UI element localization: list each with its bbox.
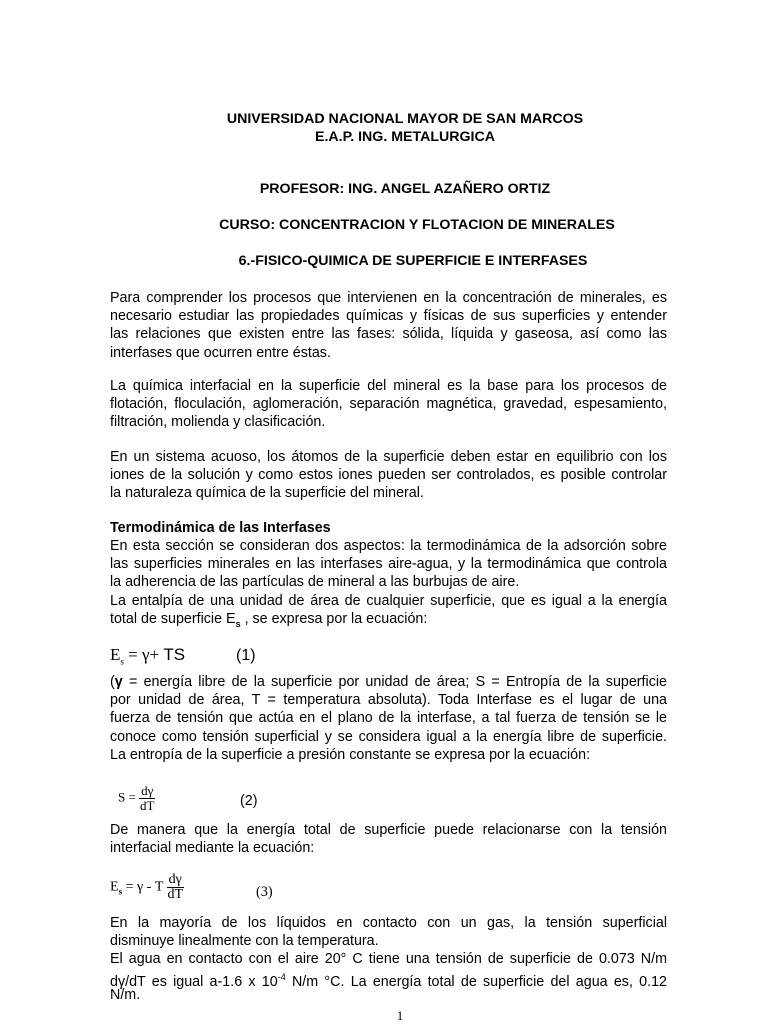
text-line bbox=[110, 673, 667, 691]
text-line: En un sistema acuoso, los átomos de la superficie deben estar en equilibrio con los bbox=[110, 449, 667, 465]
eq-numerator: dγ bbox=[168, 872, 182, 887]
text-line: flotación, floculación, aglomeración, separación magnética, gravedad, espesamiento, bbox=[110, 396, 667, 413]
text-line: interfases que ocurren entre éstas. bbox=[110, 344, 331, 361]
text-line: la adherencia de las partículas de mineral a las burbujas de aire. bbox=[110, 574, 520, 591]
text-line: En esta sección se consideran dos aspectos: la termodinámica de la adsorción sobre bbox=[110, 538, 667, 554]
eq-fraction bbox=[139, 784, 155, 813]
paragraph-total-energy bbox=[110, 821, 667, 857]
section-heading-thermodynamics: Termodinámica de las Interfases bbox=[110, 520, 331, 536]
paragraph-liquids bbox=[110, 914, 667, 950]
paragraph-aqueous-system bbox=[110, 448, 667, 503]
eq-symbol-s: S = bbox=[118, 789, 136, 805]
gamma-symbol: γ bbox=[114, 674, 123, 690]
text-line: disminuye linealmente con la temperatura. bbox=[110, 933, 379, 950]
page-number: 1 bbox=[396, 1008, 404, 1023]
equation-3 bbox=[110, 873, 184, 902]
text-line: conoce como tensión superficial y se considera igual a la energía libre de superficie. bbox=[110, 728, 667, 745]
professor-line: PROFESOR: ING. ANGEL AZAÑERO ORTIZ bbox=[259, 181, 551, 197]
school-title: E.A.P. ING. METALURGICA bbox=[315, 129, 495, 145]
text-line: filtración, molienda y clasificación. bbox=[110, 414, 326, 431]
equation-3-number: (3) bbox=[256, 884, 273, 900]
superscript-exponent: -4 bbox=[277, 972, 286, 983]
text-line: N/m. bbox=[110, 987, 141, 1004]
eq-denominator: dT bbox=[167, 887, 183, 902]
paragraph-interfacial-chemistry bbox=[110, 377, 667, 432]
text-line: fuerza de tensión que actúa en el plano de la interfase, a tal fuerza de tensión se le bbox=[110, 710, 667, 727]
equation-1 bbox=[110, 645, 185, 666]
equation-1-number: (1) bbox=[236, 647, 256, 664]
eq-gamma: = γ+ bbox=[123, 645, 164, 664]
section-title: 6.-FISICO-QUIMICA DE SUPERFICIE E INTERFASES bbox=[238, 253, 588, 269]
eq-denominator: dT bbox=[139, 798, 155, 813]
text-line: El agua en contacto con el aire 20° C tiene una tensión de superficie de 0.073 N/m bbox=[110, 951, 667, 967]
equation-2 bbox=[118, 784, 155, 813]
text-fragment: ( bbox=[110, 674, 115, 690]
text-line: De manera que la energía total de superficie puede relacionarse con la tensión bbox=[110, 822, 667, 838]
text-line: por unidad de área, T = temperatura absoluta). Toda Interfase es el lugar de una bbox=[110, 692, 667, 709]
text-line: las relaciones que existen entre las fases: sólida, líquida y gaseosa, así como las bbox=[110, 326, 667, 343]
text-fragment: = energía libre de la superficie por unidad de área; S = Entropía de la superficie bbox=[122, 674, 667, 690]
eq-ts: TS bbox=[163, 645, 186, 664]
text-line: la naturaleza química de la superficie del mineral. bbox=[110, 485, 424, 502]
text-fragment: , se expresa por la ecuación: bbox=[240, 610, 428, 627]
text-line: necesario estudiar las propiedades químicas y físicas de sus superficies y entender bbox=[110, 308, 667, 325]
eq-subscript: s bbox=[120, 656, 124, 667]
text-line: interfacial mediante la ecuación: bbox=[110, 840, 315, 857]
paragraph-definitions bbox=[110, 673, 667, 764]
paragraph-water-example bbox=[110, 950, 667, 1005]
text-line: La química interfacial en la superficie del mineral es la base para los procesos de bbox=[110, 378, 667, 394]
subscript-s: s bbox=[235, 618, 241, 629]
text-line: iones de la solución y como estos iones pueden ser controlados, es posible controlar bbox=[110, 467, 667, 484]
text-line: La entropía de la superficie a presión constante se expresa por la ecuación: bbox=[110, 746, 591, 763]
eq-fraction bbox=[167, 873, 184, 902]
eq-symbol-e: E bbox=[110, 645, 121, 664]
text-fragment: total de superficie E bbox=[110, 610, 236, 627]
eq-numerator: dγ bbox=[141, 783, 154, 798]
course-line: CURSO: CONCENTRACION Y FLOTACION DE MINERALES bbox=[219, 217, 615, 233]
text-line bbox=[110, 610, 667, 628]
equation-2-number: (2) bbox=[240, 793, 258, 809]
eq-symbol-e: E bbox=[110, 879, 119, 895]
text-fragment: dγ/dT es igual a-1.6 x 10 bbox=[110, 973, 278, 990]
paragraph-thermodynamics bbox=[110, 537, 667, 628]
text-line: las superficies minerales en las interfases aire-agua, y la termodinámica que controla bbox=[110, 556, 667, 573]
text-fragment: N/m °C. La energía total de superficie del agua es, 0.12 bbox=[285, 973, 667, 990]
university-title: UNIVERSIDAD NACIONAL MAYOR DE SAN MARCOS bbox=[226, 111, 584, 127]
paragraph-intro bbox=[110, 289, 667, 362]
text-line bbox=[110, 968, 667, 990]
eq-gamma-t: = γ - T bbox=[122, 879, 164, 895]
text-line: En la mayoría de los líquidos en contacto con un gas, la tensión superficial bbox=[110, 915, 667, 931]
eq-subscript: s bbox=[118, 886, 123, 897]
text-line: Para comprender los procesos que intervienen en la concentración de minerales, es bbox=[110, 290, 667, 306]
text-line: La entalpía de una unidad de área de cualquier superficie, que es igual a la energía bbox=[110, 592, 667, 609]
